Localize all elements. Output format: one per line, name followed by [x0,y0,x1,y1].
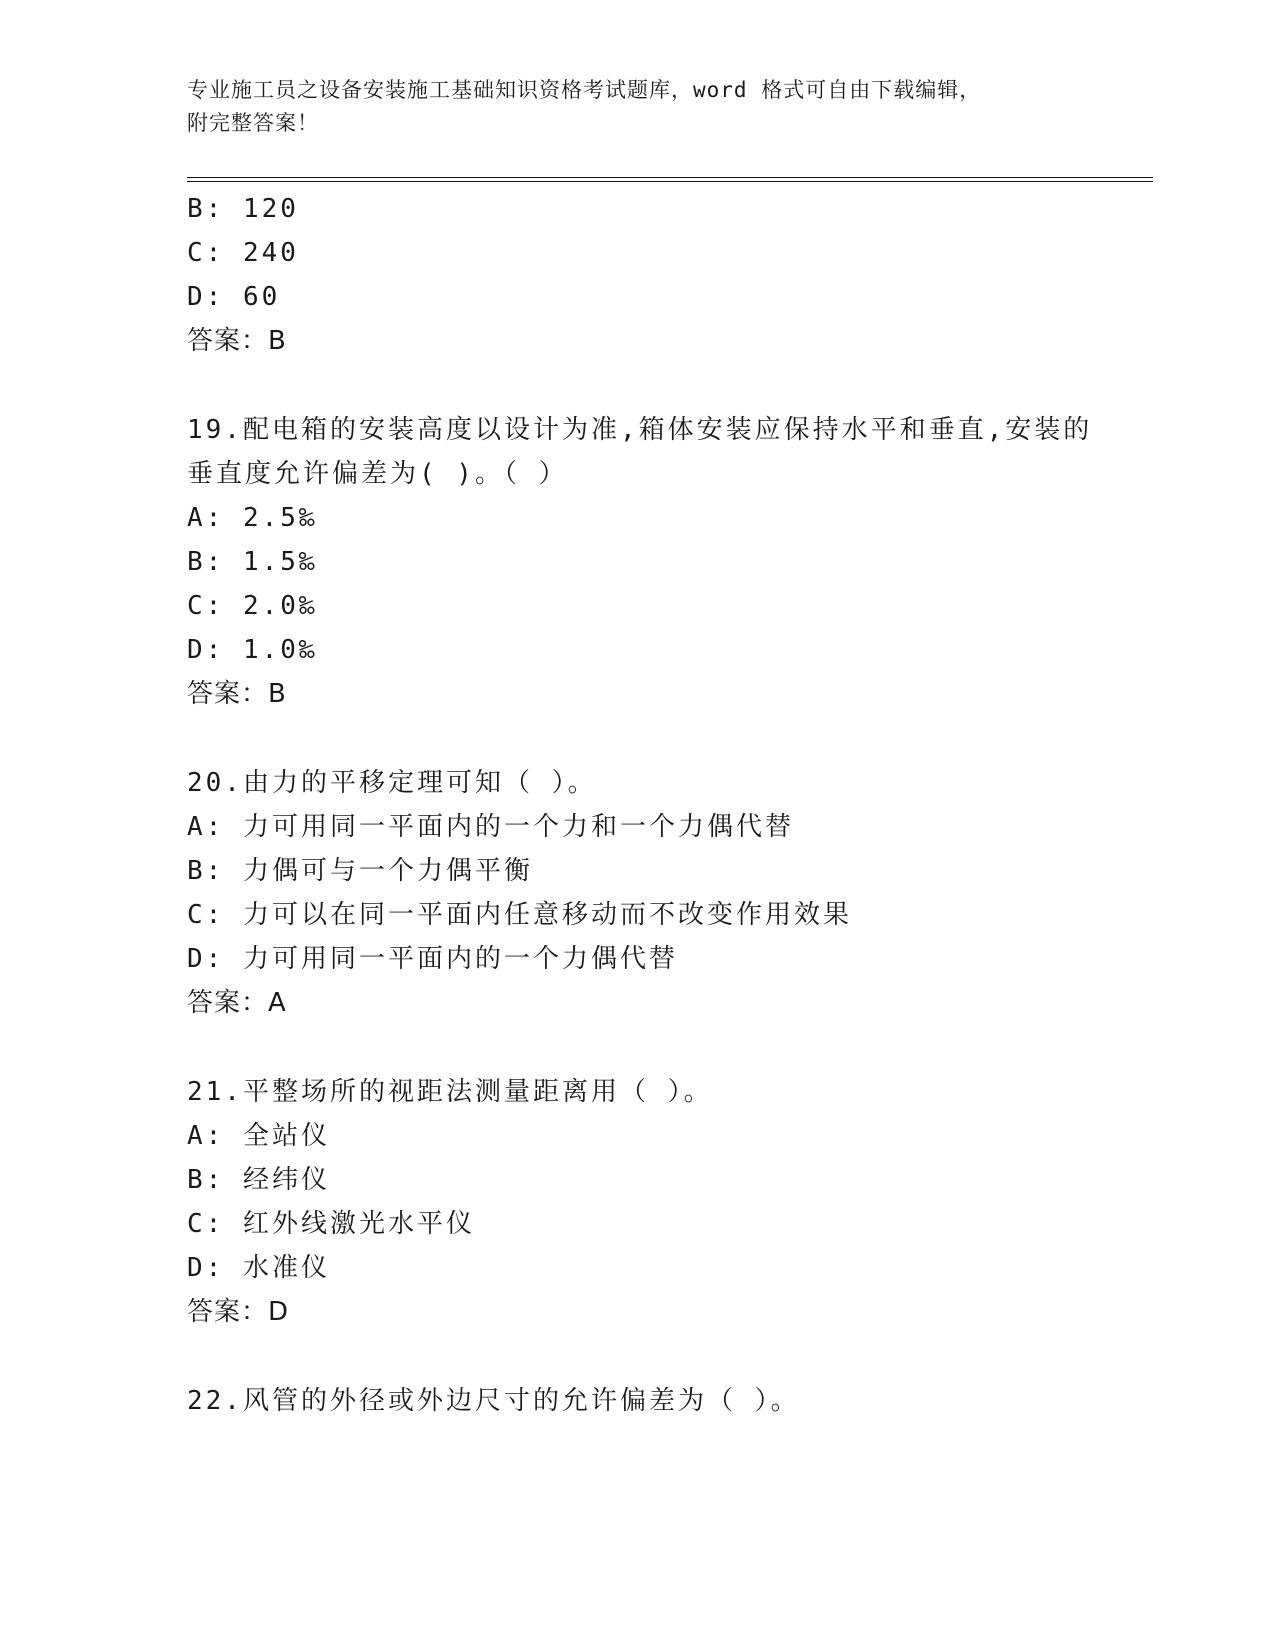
q21-option-b: B: 经纬仪 [187,1165,330,1195]
q19-stem-line-2: 垂直度允许偏差为( )。（ ） [187,459,568,489]
q19-stem-line-1: 19.配电箱的安装高度以设计为准,箱体安装应保持水平和垂直,安装的 [187,415,1093,445]
q21-answer: 答案：D [187,1297,290,1327]
header-line-2: 附完整答案！ [187,111,319,135]
document-header [187,74,1067,140]
q18-answer: 答案：B [187,326,287,356]
q18-option-d: D: 60 [187,282,281,312]
q19-option-c: C: 2.0‰ [187,591,318,621]
q20-option-d: D: 力可用同一平面内的一个力偶代替 [187,944,678,974]
q22-stem: 22.风管的外径或外边尺寸的允许偏差为（ ）。 [187,1386,800,1416]
q20-option-b: B: 力偶可与一个力偶平衡 [187,856,533,886]
q21-option-c: C: 红外线激光水平仪 [187,1209,475,1239]
q19-option-d: D: 1.0‰ [187,635,318,665]
q19-option-a: A: 2.5‰ [187,503,318,533]
q19-answer: 答案：B [187,679,287,709]
q19-option-b: B: 1.5‰ [187,547,318,577]
q20-answer: 答案：A [187,988,287,1018]
q20-stem: 20.由力的平移定理可知（ ）。 [187,768,597,798]
header-line-1: 专业施工员之设备安装施工基础知识资格考试题库，word 格式可自由下载编辑， [187,78,982,102]
q18-option-c: C: 240 [187,238,299,268]
q20-option-c: C: 力可以在同一平面内任意移动而不改变作用效果 [187,900,852,930]
q21-option-d: D: 水准仪 [187,1253,330,1283]
q21-option-a: A: 全站仪 [187,1121,330,1151]
q18-option-b: B: 120 [187,194,299,224]
header-divider [187,177,1153,182]
q20-option-a: A: 力可用同一平面内的一个力和一个力偶代替 [187,812,794,842]
q21-stem: 21.平整场所的视距法测量距离用（ ）。 [187,1077,713,1107]
